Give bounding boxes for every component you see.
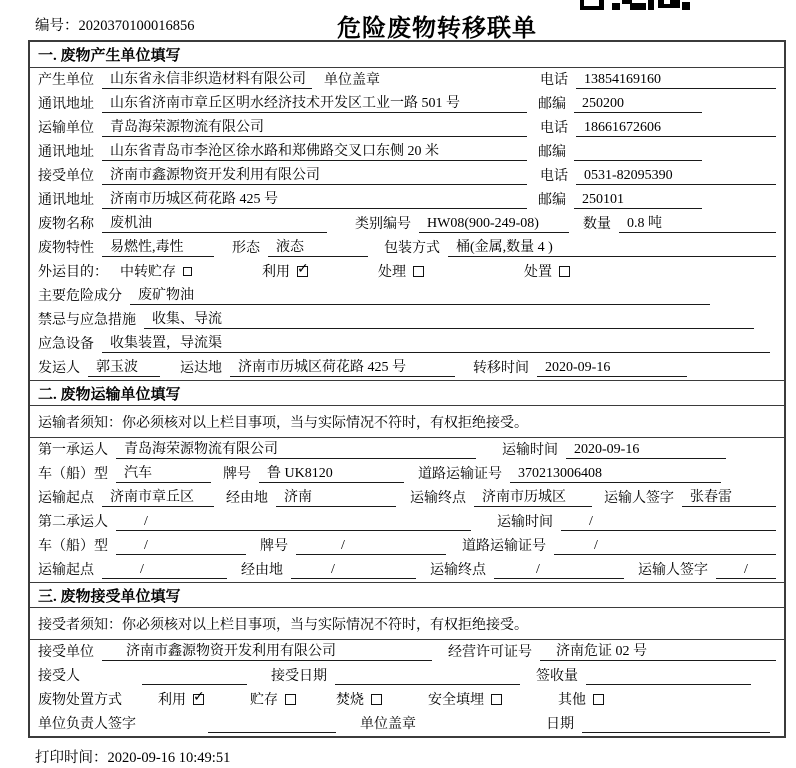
purpose-option-storage-label: 中转贮存 xyxy=(120,265,176,280)
carrier2-label: 第二承运人 xyxy=(38,515,108,530)
carrier2-plate-value: / xyxy=(296,538,446,555)
hazard-component-label: 主要危险成分 xyxy=(38,289,122,304)
receiver-address-label: 通讯地址 xyxy=(38,193,94,208)
carrier1-plate-label: 牌号 xyxy=(223,467,251,482)
transporter-phone-value: 18661672606 xyxy=(576,120,776,137)
purpose-option-use xyxy=(262,261,308,281)
receiver-zip-label: 邮编 xyxy=(538,193,566,208)
unit-seal2-label: 单位盖章 xyxy=(360,717,416,732)
purpose-option-dispose xyxy=(524,261,570,281)
responsible-sign-label: 单位负责人签字 xyxy=(38,717,136,732)
producer-unit-value: 山东省永信非织造材料有限公司 xyxy=(102,68,312,89)
disposal-option-landfill-label: 安全填埋 xyxy=(428,693,484,708)
receiver-unit-label: 接受单位 xyxy=(38,169,94,184)
destination-value: 济南市历城区荷花路 425 号 xyxy=(230,356,455,377)
checkbox-icon xyxy=(559,266,570,277)
carrier2-time-label: 运输时间 xyxy=(497,515,553,530)
row-hazard-component xyxy=(30,284,784,308)
print-time xyxy=(35,746,796,767)
responsible-sign-value xyxy=(208,716,336,733)
carrier2-via-value: / xyxy=(291,562,416,579)
row-producer-unit xyxy=(30,68,784,92)
carrier2-value: / xyxy=(116,514,471,531)
receiver-person-value xyxy=(142,668,247,685)
row-carrier2-route xyxy=(30,558,784,582)
form-label: 形态 xyxy=(232,241,260,256)
transfer-time-label: 转移时间 xyxy=(473,361,529,376)
date2-value xyxy=(582,716,770,733)
receiver-unit-value: 济南市鑫源物资开发利用有限公司 xyxy=(102,164,527,185)
carrier1-sign-value: 张春雷 xyxy=(682,486,776,507)
carrier1-sign-label: 运输人签字 xyxy=(604,491,674,506)
row-waste-name xyxy=(30,212,784,236)
row-carrier1 xyxy=(30,438,784,462)
producer-zip-value: 250200 xyxy=(574,96,702,113)
quantity-value: 0.8 吨 xyxy=(619,212,776,233)
carrier1-end-label: 运输终点 xyxy=(410,491,466,506)
emergency-equipment-label: 应急设备 xyxy=(38,337,94,352)
category-label: 类别编号 xyxy=(355,217,411,232)
date2-label: 日期 xyxy=(546,717,574,732)
receive-date-value xyxy=(335,668,520,685)
transfer-time-value: 2020-09-16 xyxy=(537,360,687,377)
waste-name-value: 废机油 xyxy=(102,212,327,233)
form-table xyxy=(28,40,786,738)
carrier1-label: 第一承运人 xyxy=(38,443,108,458)
producer-address-label: 通讯地址 xyxy=(38,97,94,112)
emergency-measures-value: 收集、导流 xyxy=(144,308,754,329)
qr-code-partial-icon xyxy=(580,0,690,10)
quantity-label: 数量 xyxy=(583,217,611,232)
carrier2-end-value: / xyxy=(494,562,624,579)
row-responsible-sign xyxy=(30,712,784,736)
shipper-label: 发运人 xyxy=(38,361,80,376)
row-transporter-address xyxy=(30,140,784,164)
waste-character-label: 废物特性 xyxy=(38,241,94,256)
section2-header xyxy=(30,380,784,406)
transporter-notice: 运输者须知：你必须核对以上栏目事项，当与实际情况不符时，有权拒绝接受。 xyxy=(30,406,784,438)
waste-character-value: 易燃性,毒性 xyxy=(102,236,214,257)
carrier1-vehicle-label: 车（船）型 xyxy=(38,467,108,482)
carrier1-end-value: 济南市历城区 xyxy=(474,486,592,507)
transporter-unit-label: 运输单位 xyxy=(38,121,94,136)
checkbox-checked-icon xyxy=(297,266,308,277)
checkbox-icon xyxy=(371,694,382,705)
carrier1-origin-value: 济南市章丘区 xyxy=(102,486,214,507)
row-disposal-method xyxy=(30,688,784,712)
form-header xyxy=(0,0,796,40)
receiver-notice: 接受者须知：你必须核对以上栏目事项，当与实际情况不符时，有权拒绝接受。 xyxy=(30,608,784,640)
disposal-option-use-label: 利用 xyxy=(158,693,186,708)
carrier2-road-cert-value: / xyxy=(554,538,776,555)
row-receiver-person xyxy=(30,664,784,688)
carrier2-sign-value: / xyxy=(716,562,776,579)
disposal-option-incinerate-label: 焚烧 xyxy=(336,693,364,708)
row-carrier1-route xyxy=(30,486,784,510)
emergency-equipment-value: 收集装置，导流渠 xyxy=(102,332,770,353)
row-carrier1-vehicle xyxy=(30,462,784,486)
producer-address-value: 山东省济南市章丘区明水经济技术开发区工业一路 501 号 xyxy=(102,92,527,113)
transporter-address-label: 通讯地址 xyxy=(38,145,94,160)
destination-label: 运达地 xyxy=(180,361,222,376)
carrier1-via-value: 济南 xyxy=(276,486,396,507)
producer-zip-label: 邮编 xyxy=(538,97,566,112)
checkbox-icon xyxy=(285,694,296,705)
print-time-value: 2020-09-16 10:49:51 xyxy=(107,750,231,766)
transporter-unit-value: 青岛海荣源物流有限公司 xyxy=(102,116,527,137)
disposal-option-other-label: 其他 xyxy=(558,693,586,708)
carrier1-value: 青岛海荣源物流有限公司 xyxy=(116,438,476,459)
transporter-zip-value xyxy=(574,144,702,161)
row-carrier2-vehicle xyxy=(30,534,784,558)
row-waste-character xyxy=(30,236,784,260)
carrier1-vehicle-value: 汽车 xyxy=(116,462,211,483)
transporter-phone-label: 电话 xyxy=(540,121,568,136)
disposal-option-other xyxy=(558,689,604,709)
transporter-zip-label: 邮编 xyxy=(538,145,566,160)
carrier2-road-cert-label: 道路运输证号 xyxy=(462,539,546,554)
purpose-option-treat-label: 处理 xyxy=(378,265,406,280)
section-producer xyxy=(30,42,784,380)
carrier1-via-label: 经由地 xyxy=(226,491,268,506)
doc-number-label: 编号： xyxy=(35,18,79,34)
producer-phone-value: 13854169160 xyxy=(576,72,776,89)
carrier1-road-cert-value: 370213006408 xyxy=(510,466,721,483)
row-producer-address xyxy=(30,92,784,116)
section-receiver xyxy=(30,582,784,736)
purpose-option-use-label: 利用 xyxy=(262,265,290,280)
received-amount-value xyxy=(586,668,751,685)
doc-number-value: 2020370100016856 xyxy=(78,18,195,34)
row-emergency-equipment xyxy=(30,332,784,356)
carrier2-vehicle-value: / xyxy=(116,538,246,555)
checkbox-checked-icon xyxy=(193,694,204,705)
disposal-option-use xyxy=(158,689,204,709)
carrier2-sign-label: 运输人签字 xyxy=(638,563,708,578)
purpose-option-storage xyxy=(120,261,192,281)
checkbox-icon xyxy=(593,694,604,705)
section3-title: 三. 废物接受单位填写 xyxy=(38,588,181,605)
disposal-option-incinerate xyxy=(336,689,382,709)
print-time-label: 打印时间： xyxy=(35,750,108,766)
waste-name-label: 废物名称 xyxy=(38,217,94,232)
row-transfer-purpose xyxy=(30,260,784,284)
checkbox-icon xyxy=(491,694,502,705)
carrier1-plate-value: 鲁 UK8120 xyxy=(259,462,404,483)
packing-label: 包装方式 xyxy=(384,241,440,256)
license-label: 经营许可证号 xyxy=(448,645,532,660)
received-amount-label: 签收量 xyxy=(536,669,578,684)
section1-header xyxy=(30,42,784,68)
producer-phone-label: 电话 xyxy=(540,73,568,88)
row-emergency-measures xyxy=(30,308,784,332)
carrier2-plate-label: 牌号 xyxy=(260,539,288,554)
carrier2-origin-label: 运输起点 xyxy=(38,563,94,578)
emergency-measures-label: 禁忌与应急措施 xyxy=(38,313,136,328)
carrier2-origin-value: / xyxy=(102,562,227,579)
receiver-person-label: 接受人 xyxy=(38,669,80,684)
form-value: 液态 xyxy=(268,236,368,257)
page-title: 危险废物转移联单 xyxy=(337,16,537,42)
carrier1-origin-label: 运输起点 xyxy=(38,491,94,506)
purpose-option-treat xyxy=(378,261,424,281)
row-receiver-unit xyxy=(30,164,784,188)
carrier2-time-value: / xyxy=(561,514,776,531)
carrier2-vehicle-label: 车（船）型 xyxy=(38,539,108,554)
checkbox-icon xyxy=(413,266,424,277)
carrier1-time-label: 运输时间 xyxy=(502,443,558,458)
packing-value: 桶(金属,数量 4 ) xyxy=(448,236,776,257)
section2-title: 二. 废物运输单位填写 xyxy=(38,386,181,403)
receiving-unit-label: 接受单位 xyxy=(38,645,94,660)
receiver-address-value: 济南市历城区荷花路 425 号 xyxy=(102,188,527,209)
receive-date-label: 接受日期 xyxy=(271,669,327,684)
section-transporter xyxy=(30,380,784,582)
transporter-address-value: 山东省青岛市李沧区徐水路和郑佛路交叉口东侧 20 米 xyxy=(102,140,527,161)
hazard-component-value: 废矿物油 xyxy=(130,284,710,305)
disposal-method-label: 废物处置方式 xyxy=(38,693,122,708)
row-carrier2 xyxy=(30,510,784,534)
section1-title: 一. 废物产生单位填写 xyxy=(38,48,181,64)
receiving-unit-value: 济南市鑫源物资开发利用有限公司 xyxy=(102,640,432,661)
row-receiver-address xyxy=(30,188,784,212)
disposal-option-store xyxy=(250,689,296,709)
receiver-zip-value: 250101 xyxy=(574,192,702,209)
receiver-phone-value: 0531-82095390 xyxy=(576,168,776,185)
disposal-option-store-label: 贮存 xyxy=(250,693,278,708)
producer-unit-label: 产生单位 xyxy=(38,73,94,88)
shipper-value: 郭玉波 xyxy=(88,356,160,377)
purpose-option-dispose-label: 处置 xyxy=(524,265,552,280)
license-value: 济南危证 02 号 xyxy=(540,640,776,661)
checkbox-icon xyxy=(183,267,192,276)
carrier1-time-value: 2020-09-16 xyxy=(566,442,726,459)
row-shipper xyxy=(30,356,784,380)
carrier1-road-cert-label: 道路运输证号 xyxy=(418,467,502,482)
carrier2-via-label: 经由地 xyxy=(241,563,283,578)
category-value: HW08(900-249-08) xyxy=(419,216,569,233)
row-transporter-unit xyxy=(30,116,784,140)
section3-header xyxy=(30,582,784,608)
transfer-purpose-label: 外运目的： xyxy=(38,265,108,280)
disposal-option-landfill xyxy=(428,689,502,709)
unit-seal-label: 单位盖章 xyxy=(324,73,380,88)
carrier2-end-label: 运输终点 xyxy=(430,563,486,578)
row-receiving-unit xyxy=(30,640,784,664)
receiver-phone-label: 电话 xyxy=(540,169,568,184)
